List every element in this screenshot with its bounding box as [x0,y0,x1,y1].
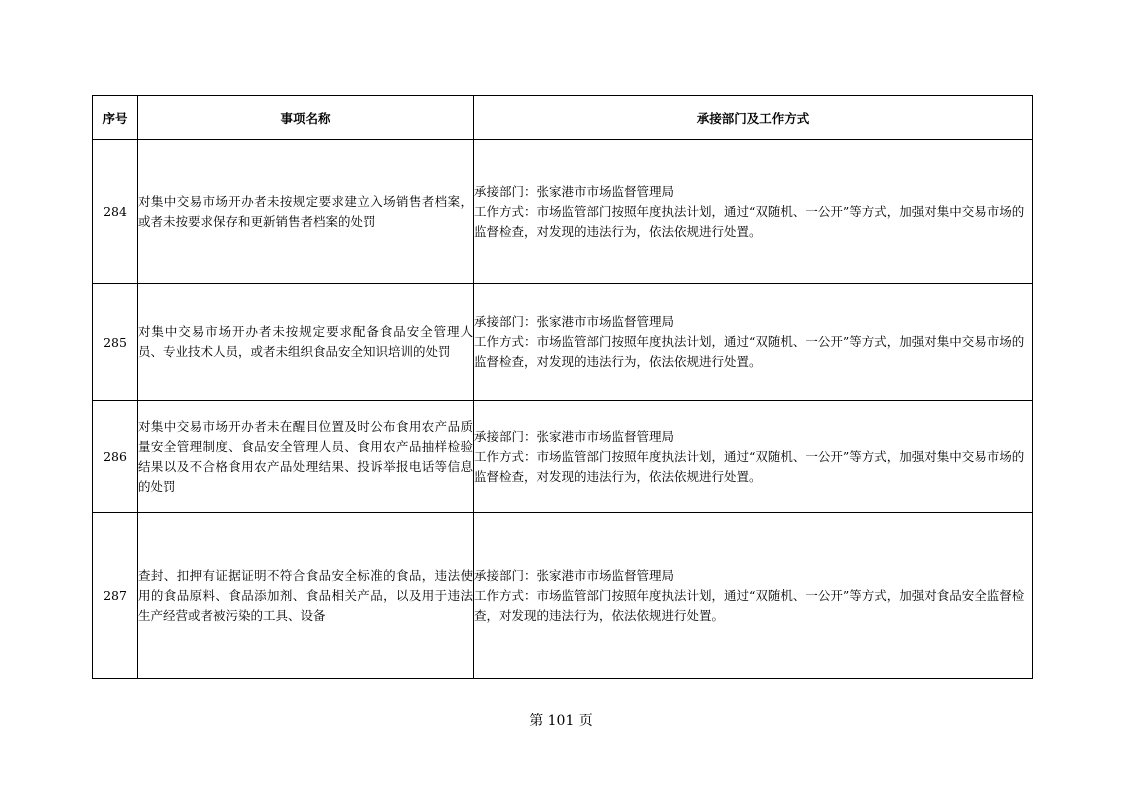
row-matter-name: 查封、扣押有证据证明不符合食品安全标准的食品，违法使用的食品原料、食品添加剂、食品相关产品，以及用于违法生产经营或者被污染的工具、设备 [138,513,474,679]
row-dept-method [474,284,1033,401]
table-row [93,401,1033,513]
row-seq: 287 [93,513,138,679]
table-row [93,140,1033,284]
row-dept-line: 承接部门：张家港市市场监督管理局 [474,314,675,329]
header-name: 事项名称 [138,96,474,140]
row-dept-line: 承接部门：张家港市市场监督管理局 [474,183,675,199]
row-method-line: 工作方式：市场监管部门按照年度执法计划，通过“双随机、一公开”等方式，加强对集中交易市场的监督检查，对发现的违法行为，依法依规进行处置。 [474,203,1025,239]
row-dept-line: 承接部门：张家港市市场监督管理局 [474,567,675,583]
row-seq: 284 [93,140,138,284]
matters-table [92,95,1033,679]
row-dept-method [474,140,1033,284]
row-method-line: 工作方式：市场监管部门按照年度执法计划，通过“双随机、一公开”等方式，加强对集中交易市场的监督检查，对发现的违法行为，依法依规进行处置。 [474,448,1025,484]
row-seq: 286 [93,401,138,513]
row-seq: 285 [93,284,138,401]
row-matter-name: 对集中交易市场开办者未按规定要求配备食品安全管理人员、专业技术人员，或者未组织食品安全知识培训的处罚 [138,284,474,401]
row-matter-name: 对集中交易市场开办者未按规定要求建立入场销售者档案，或者未按要求保存和更新销售者档案的处罚 [138,140,474,284]
table-header-row [93,96,1033,140]
row-dept-method [474,513,1033,679]
table-row [93,284,1033,401]
page-number: 第 101 页 [529,713,593,729]
row-matter-name: 对集中交易市场开办者未在醒目位置及时公布食用农产品质量安全管理制度、食品安全管理人员、食用农产品抽样检验结果以及不合格食用农产品处理结果、投诉举报电话等信息的处罚 [138,401,474,513]
row-dept-line: 承接部门：张家港市市场监督管理局 [474,428,675,444]
row-method-line: 工作方式：市场监管部门按照年度执法计划，通过“双随机、一公开”等方式，加强对集中交易市场的监督检查，对发现的违法行为，依法依规进行处置。 [474,334,1025,369]
table-row [93,513,1033,679]
row-dept-method [474,401,1033,513]
header-dept: 承接部门及工作方式 [474,96,1033,140]
header-seq: 序号 [93,96,138,140]
row-method-line: 工作方式：市场监管部门按照年度执法计划，通过“双随机、一公开”等方式，加强对食品安全监督检查，对发现的违法行为，依法依规进行处置。 [474,587,1025,623]
